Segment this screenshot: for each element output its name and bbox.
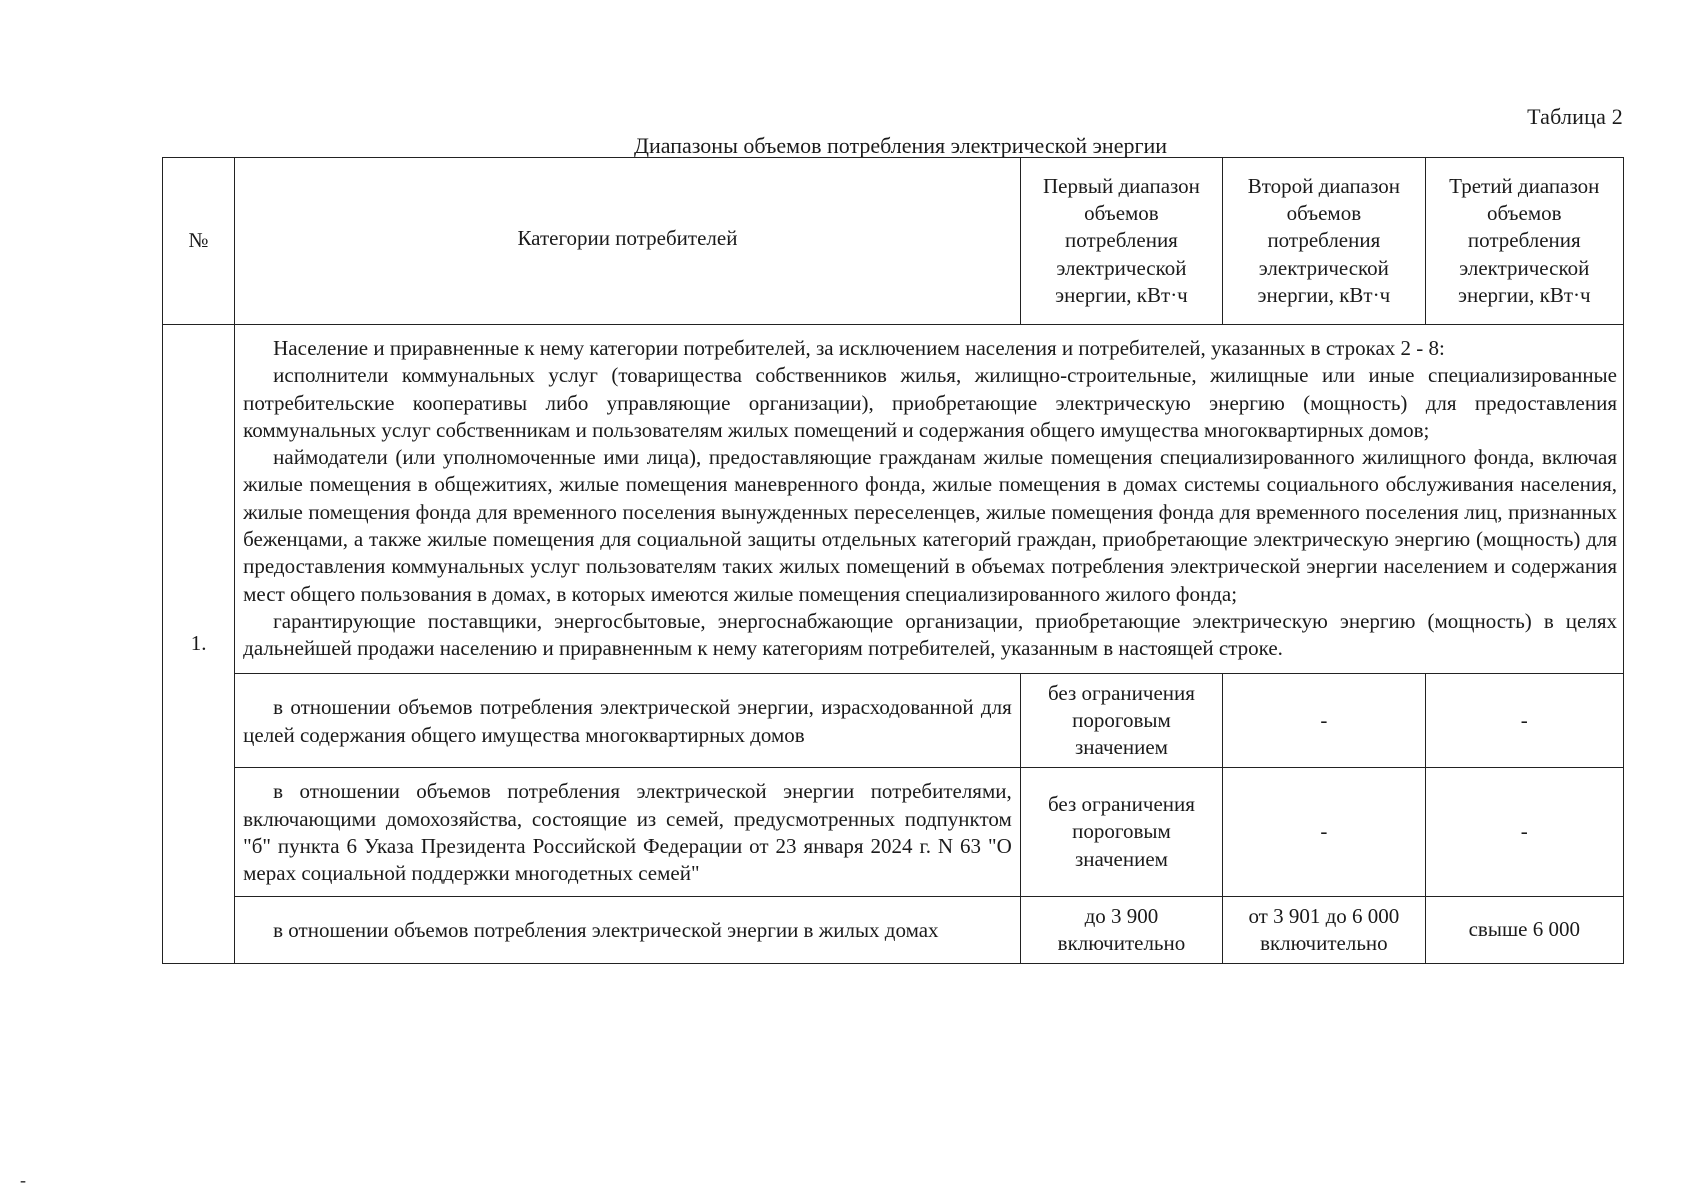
category-paragraph: наймодатели (или уполномоченные ими лица), предоставляющие гражданам жилые помещения специализированного жилищного фонда, включая жилые помещения в общежитиях, жилые помещения маневренного фонда, жилые помещения в домах системы социального обслуживания населения, жилые помещения фонда для временного поселения вынужденных переселенцев, жилые помещения фонда для временного поселения лиц, признанных беженцами, а также жилые помещения для социальной защиты отдельных категорий граждан, приобретающие электрическую энергию (мощность) для предоставления коммунальных услуг пользователям таких жилых помещений в объемах потребления электрической энергии населением и содержания мест общего пользования в домах, в которых имеются жилые помещения специализированного жилого фонда; bbox=[243, 445, 1617, 606]
range-3-value: - bbox=[1425, 768, 1623, 896]
range-2-value: от 3 901 до 6 000 включительно bbox=[1223, 896, 1425, 964]
table-row bbox=[163, 768, 1624, 896]
range-2-value: - bbox=[1223, 673, 1425, 768]
range-3-value: - bbox=[1425, 673, 1623, 768]
subcategory-text bbox=[235, 673, 1021, 768]
category-description bbox=[235, 325, 1624, 674]
subcategory-text bbox=[235, 768, 1021, 896]
scan-mark: - bbox=[20, 1170, 26, 1190]
range-1-value: без ограничения пороговым значением bbox=[1020, 768, 1222, 896]
header-number: № bbox=[163, 158, 235, 325]
subcategory-text bbox=[235, 896, 1021, 964]
category-paragraph: исполнители коммунальных услуг (товарищества собственников жилья, жилищно-строительные, жилищные или иные специализированные потребительские кооперативы либо управляющие организации), приобретающие электрическую энергию (мощность) для предоставления коммунальных услуг собственникам и пользователям жилых помещений и содержания общего имущества многоквартирных домов; bbox=[243, 363, 1617, 442]
range-2-value: - bbox=[1223, 768, 1425, 896]
header-category: Категории потребителей bbox=[235, 158, 1021, 325]
category-paragraph: гарантирующие поставщики, энергосбытовые, энергоснабжающие организации, приобретающие электрическую энергию (мощность) в целях дальнейшей продажи населению и приравненным к нему категориям потребителей, указанным в настоящей строке. bbox=[243, 608, 1617, 661]
table-title: Диапазоны объемов потребления электрической энергии bbox=[633, 133, 1168, 158]
consumption-ranges-table bbox=[162, 157, 1624, 964]
header-range-2: Второй диапазон объемов потребления электрической энергии, кВт·ч bbox=[1223, 158, 1425, 325]
subcategory-paragraph: в отношении объемов потребления электрической энергии, израсходованной для целей содержания общего имущества многоквартирных домов bbox=[243, 695, 1012, 747]
subcategory-paragraph: в отношении объемов потребления электрической энергии потребителями, включающими домохозяйства, состоящие из семей, предусмотренных подпунктом "б" пункта 6 Указа Президента Российской Федерации от 23 января 2024 г. N 63 "О мерах социальной поддержки многодетных семей" bbox=[243, 779, 1012, 886]
table-header-row bbox=[163, 158, 1624, 325]
header-range-3: Третий диапазон объемов потребления электрической энергии, кВт·ч bbox=[1425, 158, 1623, 325]
subcategory-paragraph: в отношении объемов потребления электрической энергии в жилых домах bbox=[273, 918, 939, 943]
table-number-label: Таблица 2 bbox=[1527, 104, 1623, 129]
range-1-value: до 3 900 включительно bbox=[1020, 896, 1222, 964]
row-number: 1. bbox=[163, 325, 235, 964]
header-range-1: Первый диапазон объемов потребления электрической энергии, кВт·ч bbox=[1020, 158, 1222, 325]
table-row bbox=[163, 325, 1624, 674]
range-3-value: свыше 6 000 bbox=[1425, 896, 1623, 964]
table-row bbox=[163, 673, 1624, 768]
range-1-value: без ограничения пороговым значением bbox=[1020, 673, 1222, 768]
category-paragraph: Население и приравненные к нему категории потребителей, за исключением населения и потребителей, указанных в строках 2 - 8: bbox=[273, 336, 1445, 360]
table-row bbox=[163, 896, 1624, 964]
